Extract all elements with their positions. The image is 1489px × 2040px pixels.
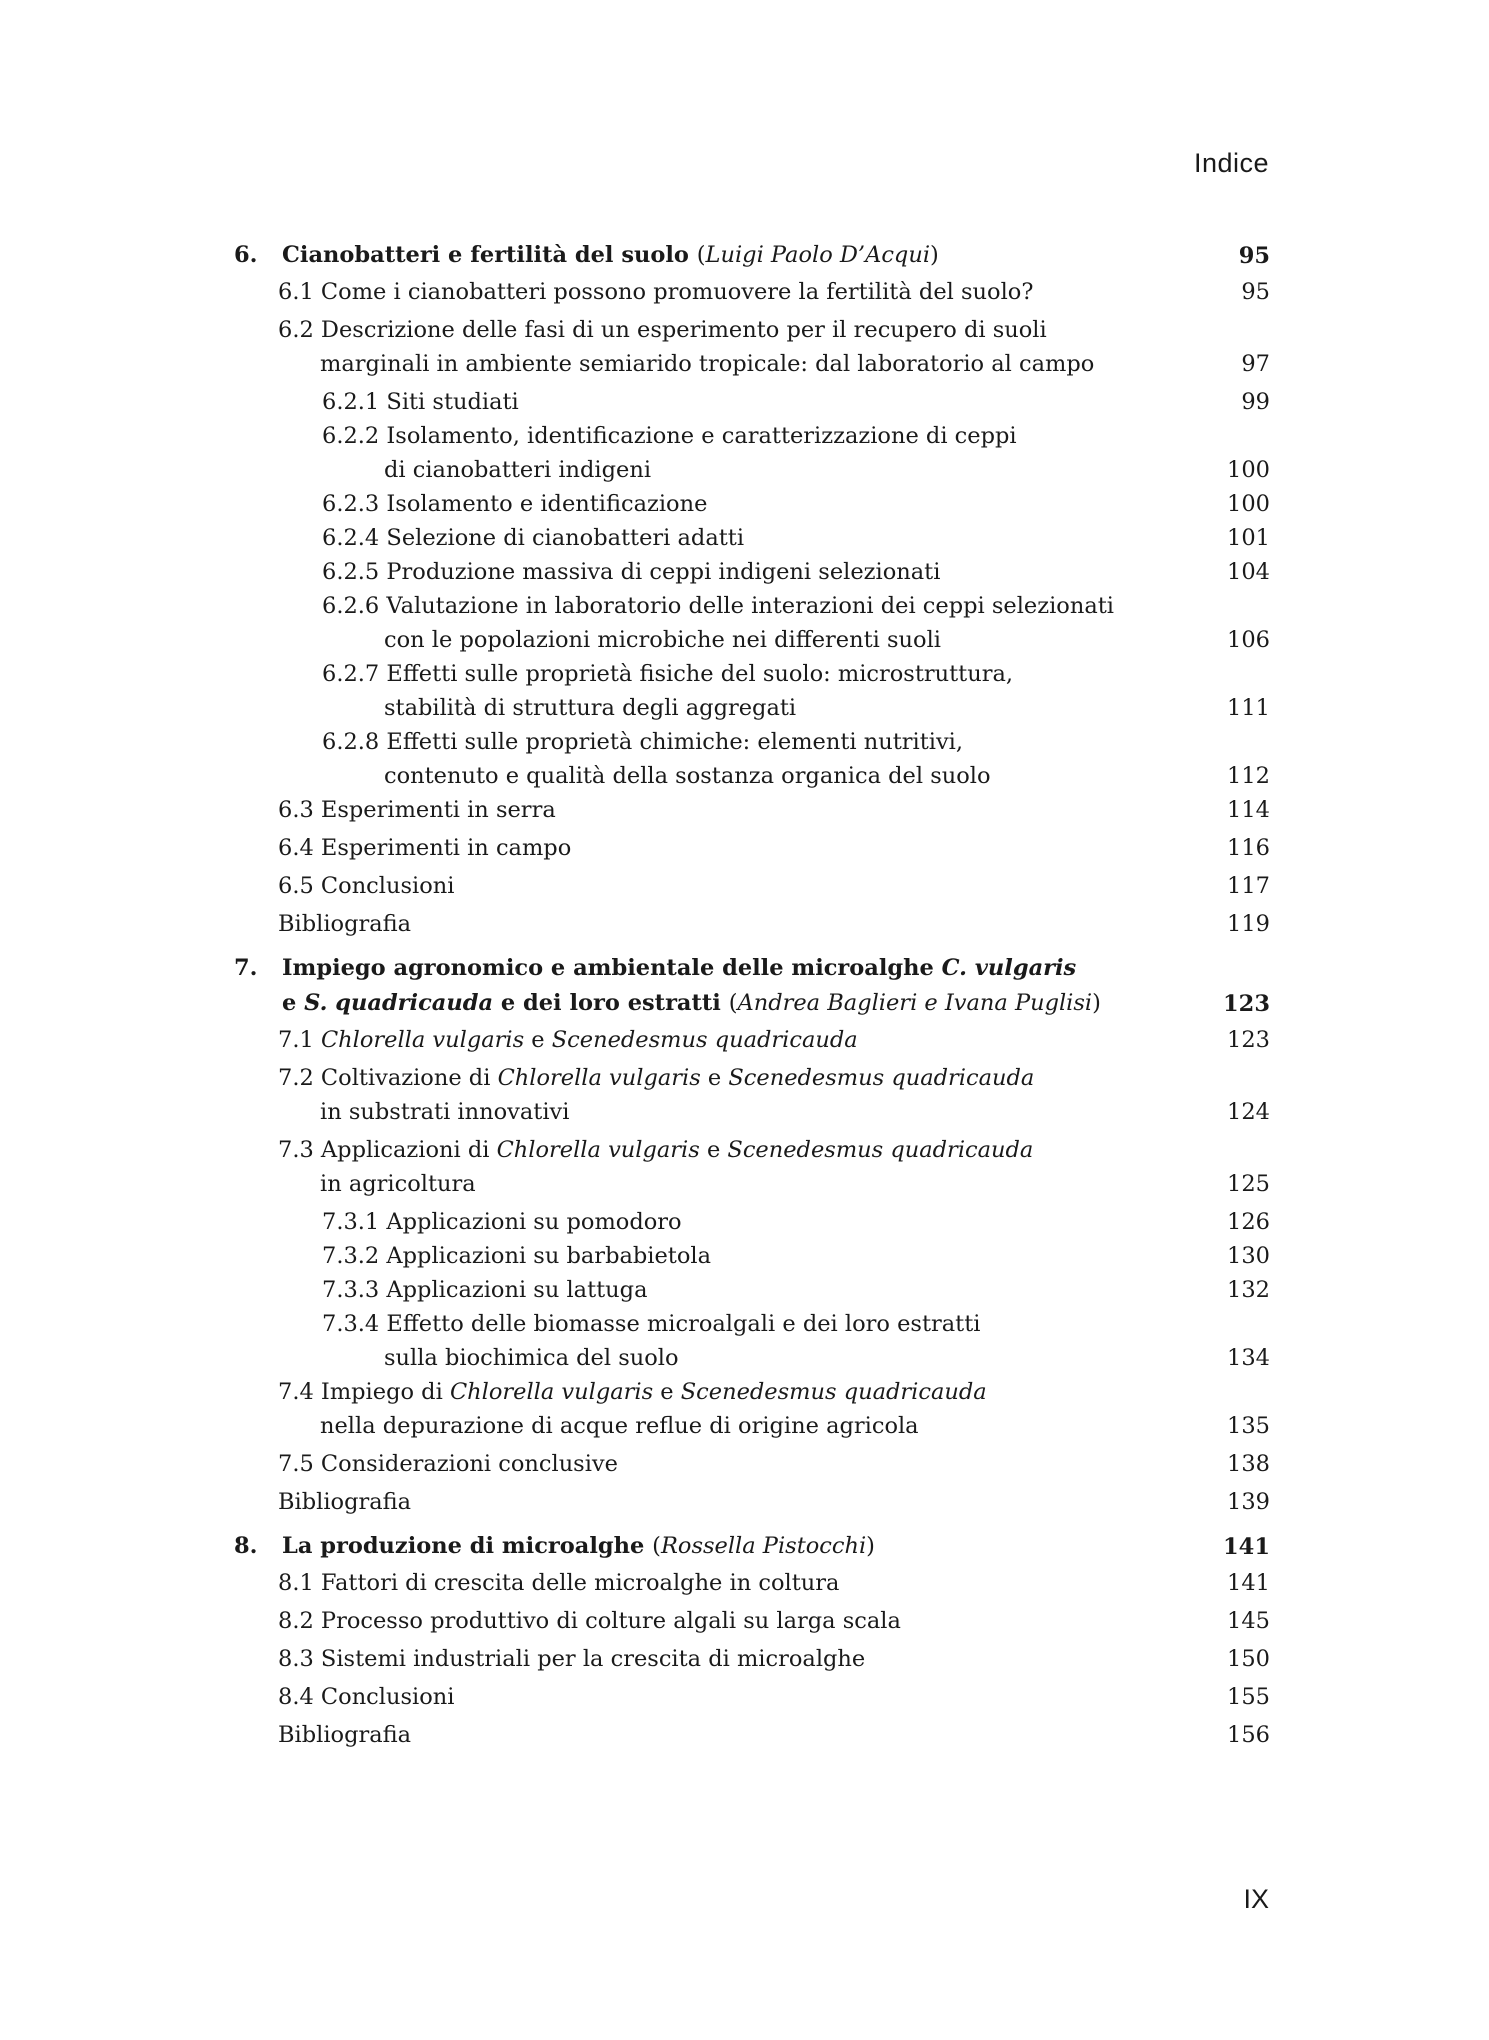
chapter-authors: (Andrea Baglieri e Ivana Puglisi) [728,990,1101,1016]
entry-text-continued: marginali in ambiente semiarido tropicale: dal laboratorio al campo [320,351,1095,377]
page-number: 119 [1227,911,1270,937]
entry-text: 8.1 Fattori di crescita delle microalghe in coltura [278,1570,840,1596]
table-of-contents [234,238,1270,1762]
entry-text: 7.3.3 Applicazioni su lattuga [322,1277,648,1303]
chapter-title: Impiego agronomico e ambientale delle microalghe C. vulgaris e S. quadricauda e dei loro estratti [282,955,1077,1016]
entry-text: 6.4 Esperimenti in campo [278,835,572,861]
toc-entry-6-2-3 [234,487,1270,521]
page-number: 123 [1223,991,1270,1017]
entry-text: 6.2.2 Isolamento, identificazione e caratterizzazione di ceppi [322,423,1017,449]
chapter-6-heading [234,238,1270,273]
chapter-8 [234,1529,1270,1752]
chapter-number: 8. [234,1533,258,1559]
toc-entry-6-4 [234,831,1270,865]
page-number: 111 [1227,695,1270,721]
toc-entry-6-2-1 [234,385,1270,419]
entry-text: Bibliografia [278,1489,412,1515]
page-number: 126 [1227,1209,1270,1235]
page-number: 106 [1227,627,1270,653]
toc-entry-7-bibliography [234,1485,1270,1519]
chapter-7-heading [234,951,1270,1021]
page-number: 132 [1227,1277,1270,1303]
page-number: 155 [1227,1684,1270,1710]
page-number: 101 [1227,525,1270,551]
entry-text-continued: in substrati innovativi [320,1099,570,1125]
page-number: 112 [1227,763,1270,789]
page-number: 139 [1227,1489,1270,1515]
page-number: 135 [1227,1413,1270,1439]
toc-entry-6-bibliography [234,907,1270,941]
chapter-authors: (Rossella Pistocchi) [652,1533,875,1559]
toc-entry-6-2-8 [234,725,1270,793]
entry-text: Bibliografia [278,1722,412,1748]
toc-entry-7-3-2 [234,1239,1270,1273]
entry-text: 7.2 Coltivazione di Chlorella vulgaris e Scenedesmus quadricauda [278,1065,1035,1091]
chapter-7 [234,951,1270,1519]
entry-text: 7.3.4 Effetto delle biomasse microalgali e dei loro estratti [322,1311,981,1337]
chapter-number: 6. [234,242,258,268]
toc-entry-7-3-1 [234,1205,1270,1239]
entry-text: 6.3 Esperimenti in serra [278,797,556,823]
running-head-title: Indice [1193,148,1269,178]
chapter-title: Cianobatteri e fertilità del suolo [282,242,689,268]
toc-entry-8-4 [234,1680,1270,1714]
toc-entry-7-3-4 [234,1307,1270,1375]
toc-entry-6-2-5 [234,555,1270,589]
entry-text: 7.5 Considerazioni conclusive [278,1451,618,1477]
page-number: 134 [1227,1345,1270,1371]
entry-text: 7.3 Applicazioni di Chlorella vulgaris e Scenedesmus quadricauda [278,1137,1034,1163]
toc-entry-7-4 [234,1375,1270,1443]
chapter-authors: (Luigi Paolo D’Acqui) [696,242,939,268]
toc-entry-8-1 [234,1566,1270,1600]
entry-text-continued: contenuto e qualità della sostanza organica del suolo [384,763,991,789]
page-number: 124 [1227,1099,1270,1125]
entry-text: 6.2.7 Effetti sulle proprietà fisiche del suolo: microstruttura, [322,661,1014,687]
chapter-number: 7. [234,955,258,981]
toc-entry-6-2-4 [234,521,1270,555]
chapter-6 [234,238,1270,941]
entry-text: 6.2.1 Siti studiati [322,389,519,415]
entry-text-continued: in agricoltura [320,1171,476,1197]
toc-entry-7-5 [234,1447,1270,1481]
entry-text: 6.2.5 Produzione massiva di ceppi indigeni selezionati [322,559,941,585]
page-number: 116 [1227,835,1270,861]
entry-text: 6.2.3 Isolamento e identificazione [322,491,708,517]
entry-text: 6.2.4 Selezione di cianobatteri adatti [322,525,745,551]
page-number: 95 [1241,279,1270,305]
page-number: 138 [1227,1451,1270,1477]
entry-text-continued: con le popolazioni microbiche nei differenti suoli [384,627,941,653]
entry-text: 6.2.8 Effetti sulle proprietà chimiche: elementi nutritivi, [322,729,964,755]
page-number: 125 [1227,1171,1270,1197]
page-number: 104 [1227,559,1270,585]
entry-text-continued: stabilità di struttura degli aggregati [384,695,797,721]
toc-entry-6-5 [234,869,1270,903]
page-number: 114 [1227,797,1270,823]
toc-entry-8-3 [234,1642,1270,1676]
chapter-title: La produzione di microalghe [282,1533,645,1559]
entry-text: 7.3.1 Applicazioni su pomodoro [322,1209,682,1235]
toc-entry-6-2-7 [234,657,1270,725]
toc-entry-6-2-2 [234,419,1270,487]
page-number: 150 [1227,1646,1270,1672]
page-number: 123 [1227,1027,1270,1053]
entry-text: 6.2.6 Valutazione in laboratorio delle interazioni dei ceppi selezionati [322,593,1114,619]
page-number: 141 [1227,1570,1270,1596]
entry-text: 6.5 Conclusioni [278,873,455,899]
entry-text: 6.2 Descrizione delle fasi di un esperimento per il recupero di suoli [278,317,1047,343]
entry-text-continued: di cianobatteri indigeni [384,457,652,483]
page-number: 141 [1223,1534,1270,1560]
toc-entry-6-1 [234,275,1270,309]
toc-entry-6-2 [234,313,1270,381]
entry-text: Bibliografia [278,911,412,937]
entry-text-continued: sulla biochimica del suolo [384,1345,679,1371]
page-number: 156 [1227,1722,1270,1748]
toc-entry-6-2-6 [234,589,1270,657]
entry-text: 6.1 Come i cianobatteri possono promuovere la fertilità del suolo? [278,279,1034,305]
page-number: 99 [1241,389,1270,415]
entry-text: 8.3 Sistemi industriali per la crescita di microalghe [278,1646,866,1672]
page-number: 97 [1241,351,1270,377]
entry-text: 7.3.2 Applicazioni su barbabietola [322,1243,711,1269]
toc-entry-7-2 [234,1061,1270,1129]
page-number: 145 [1227,1608,1270,1634]
toc-entry-8-2 [234,1604,1270,1638]
page-number: 100 [1227,457,1270,483]
toc-entry-7-3-3 [234,1273,1270,1307]
toc-entry-8-bibliography [234,1718,1270,1752]
page-folio: IX [1243,1884,1269,1914]
page-number: 95 [1238,243,1270,269]
entry-text-continued: nella depurazione di acque reflue di origine agricola [320,1413,919,1439]
toc-entry-7-1 [234,1023,1270,1057]
page-number: 117 [1227,873,1270,899]
chapter-8-heading [234,1529,1270,1564]
entry-text: 7.1 Chlorella vulgaris e Scenedesmus quadricauda [278,1027,858,1053]
toc-entry-6-3 [234,793,1270,827]
page-number: 100 [1227,491,1270,517]
toc-entry-7-3 [234,1133,1270,1201]
entry-text: 7.4 Impiego di Chlorella vulgaris e Scenedesmus quadricauda [278,1379,987,1405]
page-number: 130 [1227,1243,1270,1269]
entry-text: 8.2 Processo produttivo di colture algali su larga scala [278,1608,901,1634]
entry-text: 8.4 Conclusioni [278,1684,455,1710]
